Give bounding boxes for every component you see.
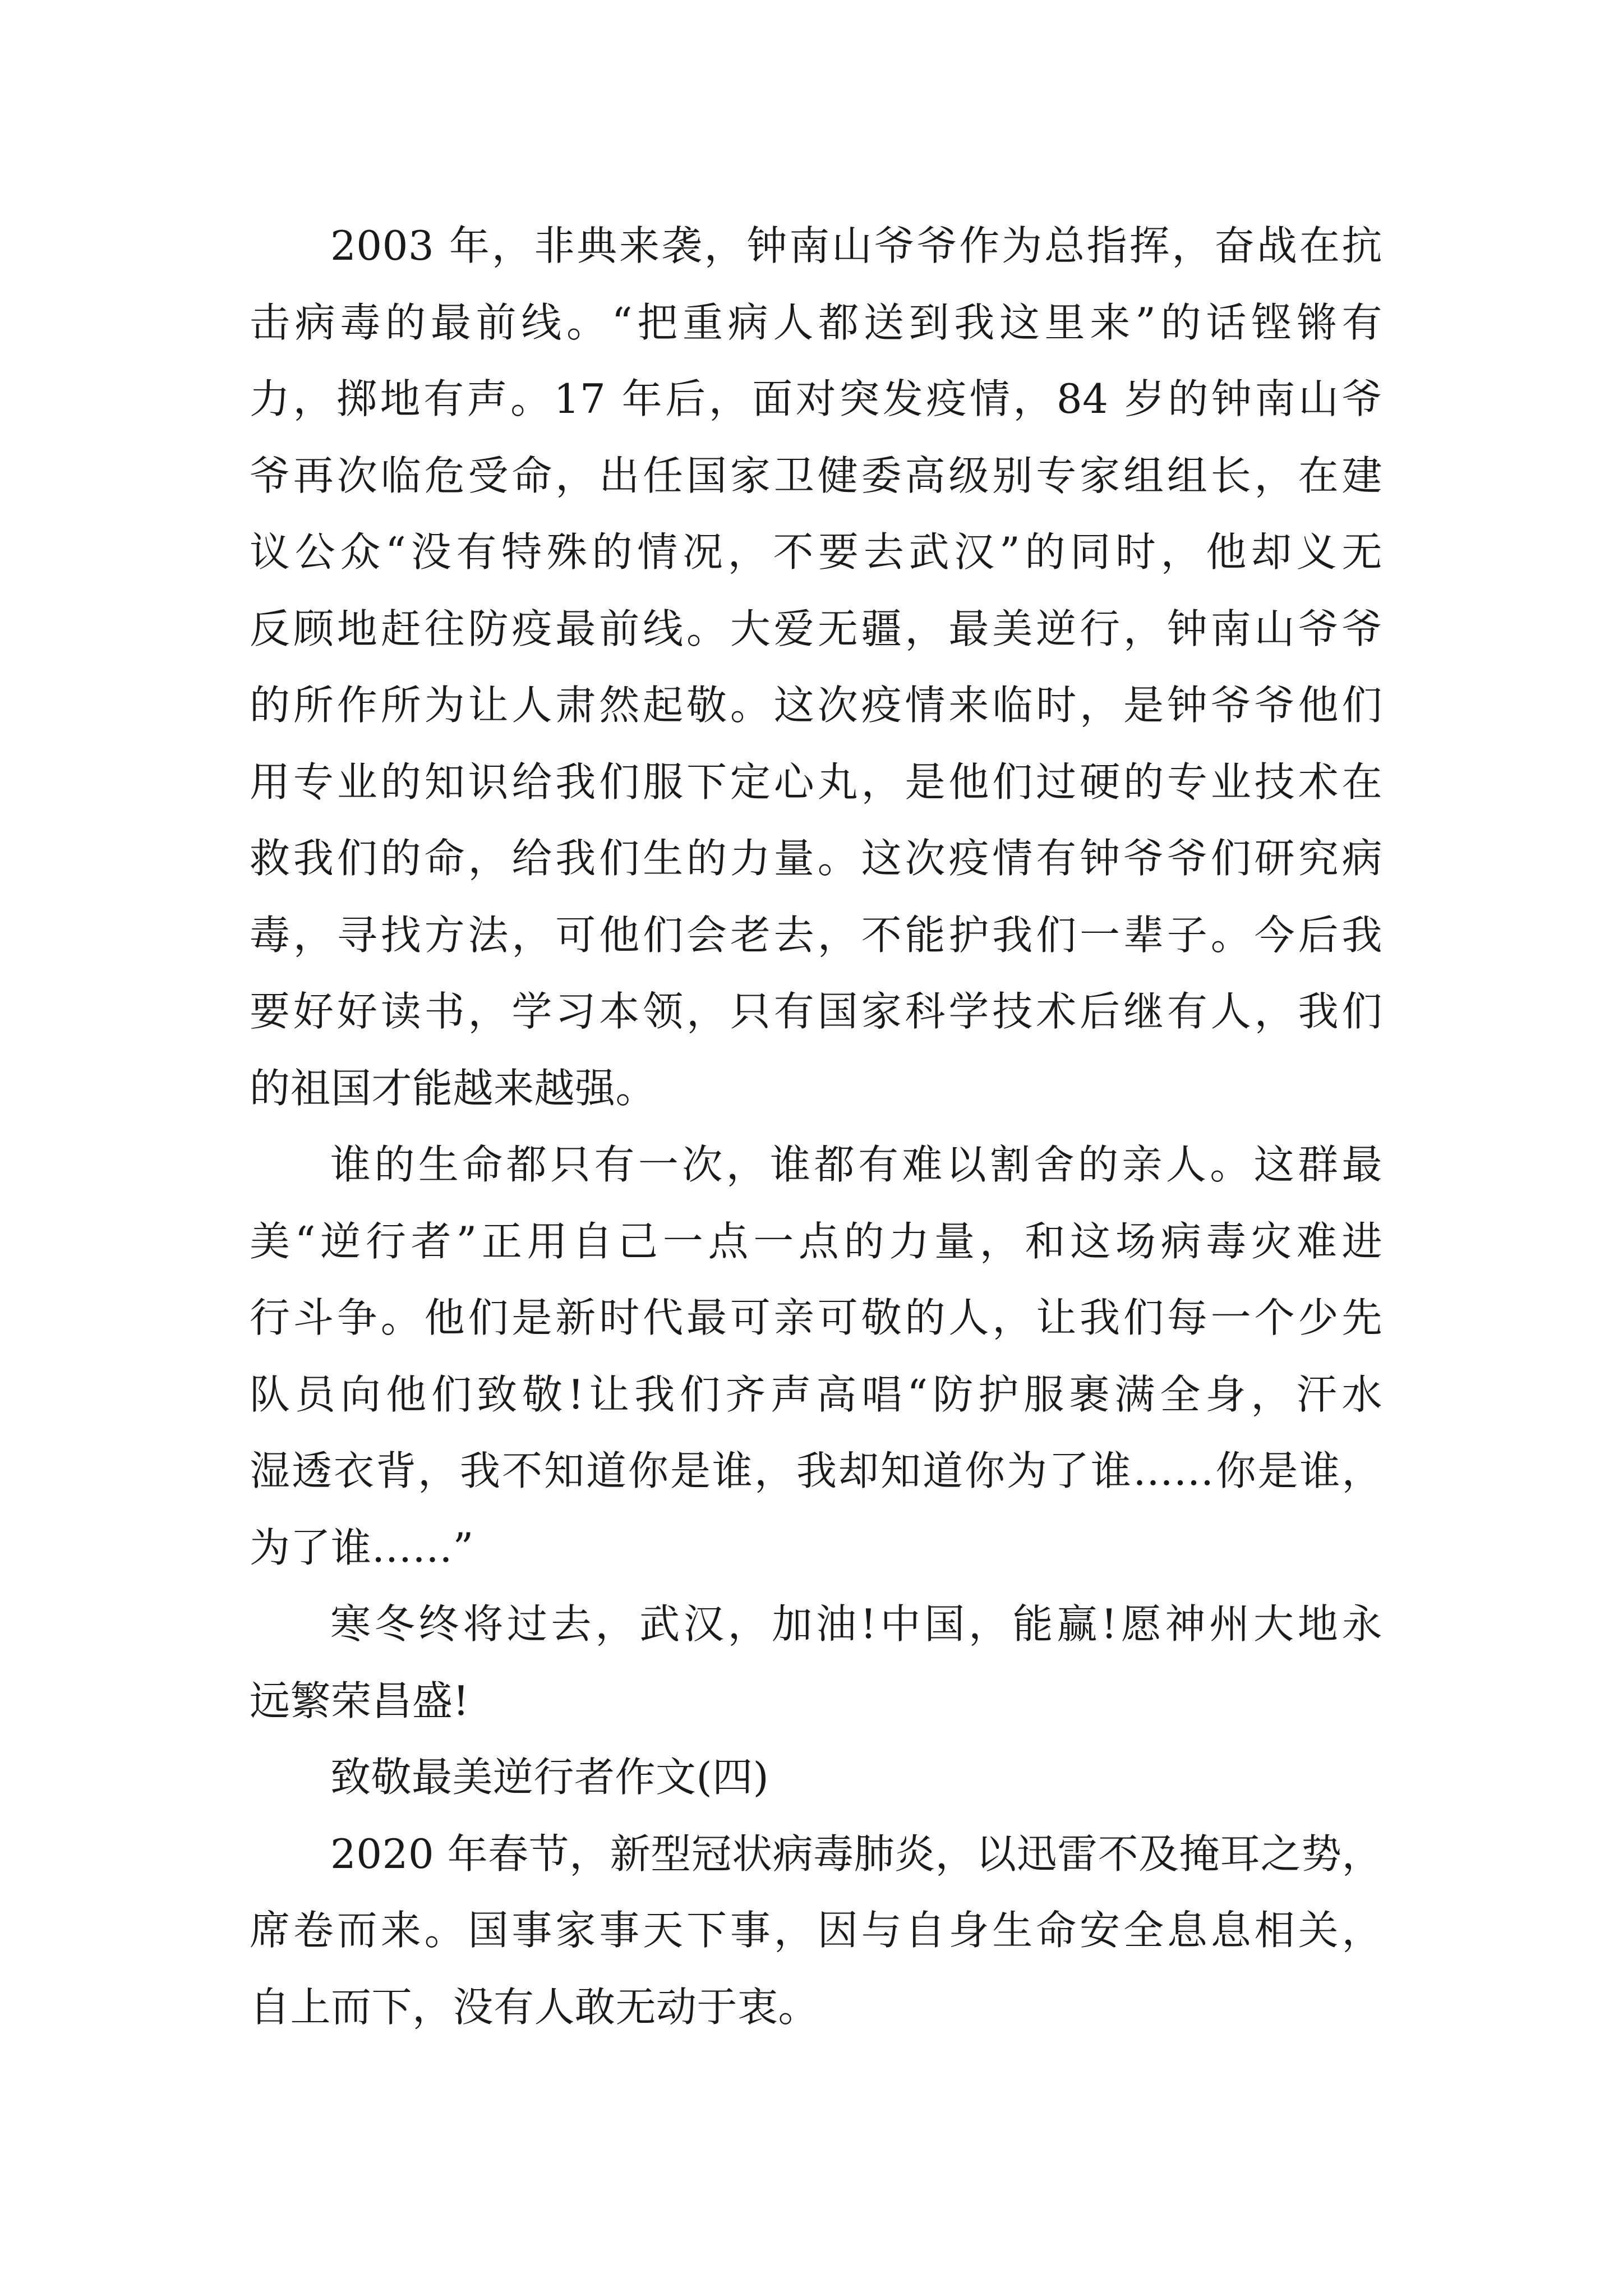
text-line: 2003 年，非典来袭，钟南山爷爷作为总指挥，奋战在抗 (330, 222, 1382, 269)
text-line: 席卷而来。国事家事天下事，因与自身生命安全息息相关， (250, 1907, 1382, 1954)
text-line: 的所作所为让人肃然起敬。这次疫情来临时，是钟爷爷他们 (250, 682, 1382, 729)
text-line: 毒，寻找方法，可他们会老去，不能护我们一辈子。今后我 (250, 911, 1382, 959)
text-line: 力，掷地有声。17 年后，面对突发疫情，84 岁的钟南山爷 (250, 375, 1382, 422)
text-line: 寒冬终将过去，武汉，加油!中国，能赢!愿神州大地永 (330, 1600, 1382, 1648)
section-title: 致敬最美逆行者作文(四) (330, 1754, 769, 1801)
text-line: 美“逆行者”正用自己一点一点的力量，和这场病毒灾难进 (250, 1217, 1382, 1265)
text-line: 要好好读书，学习本领，只有国家科学技术后继有人，我们 (250, 988, 1382, 1035)
document-body (250, 208, 1382, 2045)
paragraph-2 (250, 1126, 1382, 1586)
text-line: 议公众“没有特殊的情况，不要去武汉”的同时，他却义无 (250, 528, 1382, 576)
paragraph-1 (250, 208, 1382, 1126)
text-line: 为了谁……” (250, 1524, 474, 1571)
text-line: 远繁荣昌盛! (250, 1677, 469, 1724)
text-line: 谁的生命都只有一次，谁都有难以割舍的亲人。这群最 (330, 1141, 1382, 1188)
text-line: 用专业的知识给我们服下定心丸，是他们过硬的专业技术在 (250, 758, 1382, 806)
text-line: 爷再次临危受命，出任国家卫健委高级别专家组组长，在建 (250, 452, 1382, 499)
text-line: 2020 年春节，新型冠状病毒肺炎，以迅雷不及掩耳之势， (330, 1830, 1383, 1878)
text-line: 行斗争。他们是新时代最可亲可敬的人，让我们每一个少先 (250, 1294, 1382, 1341)
section-heading (250, 1739, 1382, 1816)
text-line: 湿透衣背，我不知道你是谁，我却知道你为了谁……你是谁， (250, 1447, 1382, 1494)
text-line: 救我们的命，给我们生的力量。这次疫情有钟爷爷们研究病 (250, 835, 1382, 882)
text-line: 自上而下，没有人敢无动于衷。 (250, 1983, 819, 2031)
paragraph-4 (250, 1816, 1382, 2046)
text-line: 的祖国才能越来越强。 (250, 1064, 657, 1112)
text-line: 队员向他们致敬!让我们齐声高唱“防护服裹满全身，汗水 (250, 1370, 1382, 1418)
text-line: 击病毒的最前线。“把重病人都送到我这里来”的话铿锵有 (250, 298, 1382, 346)
paragraph-3 (250, 1586, 1382, 1739)
text-line: 反顾地赶往防疫最前线。大爱无疆，最美逆行，钟南山爷爷 (250, 605, 1382, 652)
